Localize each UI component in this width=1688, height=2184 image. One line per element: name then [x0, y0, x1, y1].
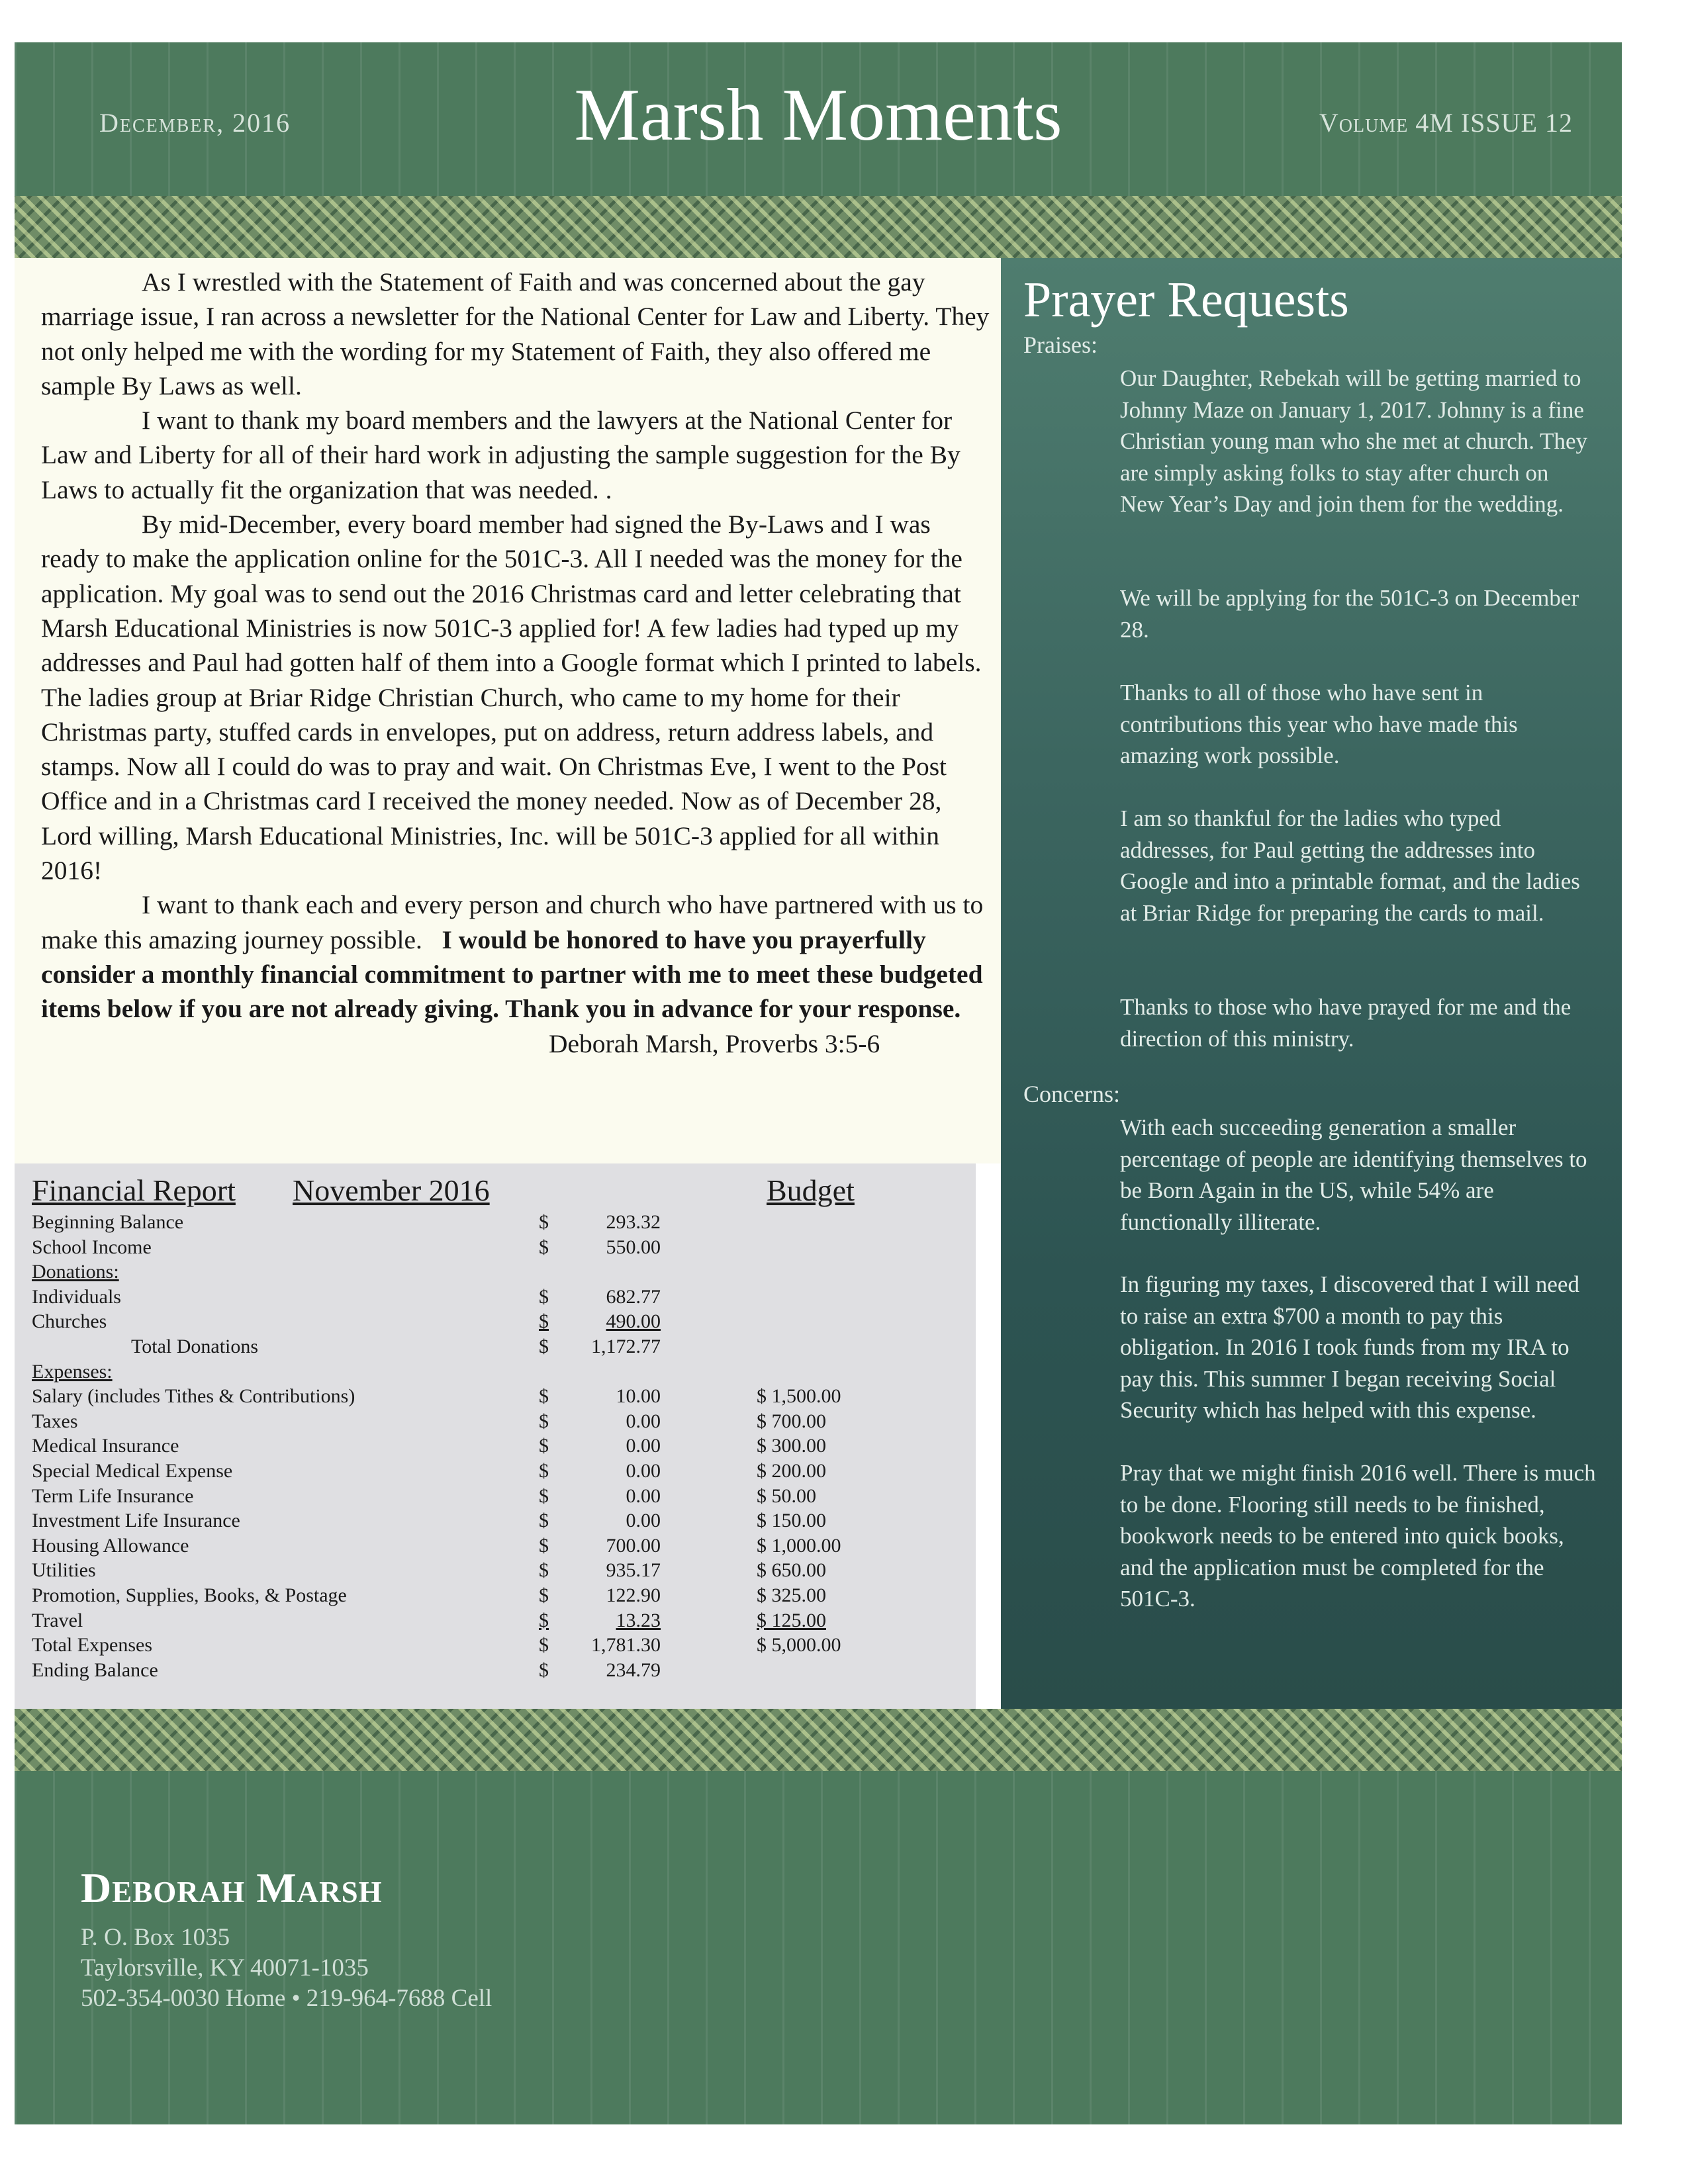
financial-report-month: November 2016: [293, 1173, 490, 1207]
letter-panel: [15, 258, 1001, 1163]
row-label: Special Medical Expense: [32, 1459, 233, 1482]
letter-appeal: I would be honored to have you prayerfully consider a monthly financial commitment to partner with me to meet these budgeted items below if you are not already giving. Thank you in advance for your response.: [41, 925, 983, 1024]
row-budget: $ 125.00: [757, 1609, 826, 1631]
row-amount: 550.00: [606, 1236, 661, 1258]
row-label: Ending Balance: [32, 1659, 158, 1681]
row-label: School Income: [32, 1236, 152, 1258]
row-dollar-sign: $: [539, 1211, 549, 1233]
row-budget: $ 50.00: [757, 1484, 816, 1507]
row-dollar-sign: $: [539, 1236, 549, 1258]
financial-report: [15, 1163, 976, 1709]
masthead: [15, 42, 1622, 196]
financial-report-title: Financial Report: [32, 1173, 236, 1207]
row-label: Investment Life Insurance: [32, 1510, 240, 1532]
row-amount: 13.23: [616, 1609, 661, 1631]
row-budget: $ 300.00: [757, 1435, 826, 1457]
financial-row: [32, 1261, 959, 1286]
row-amount: 0.00: [626, 1459, 661, 1482]
concern-item: In figuring my taxes, I discovered that I will need to raise an extra $700 a month to pay this obligation. In 2016 I took funds from my IRA to pay this. This summer I began receiving Social Security which has helped with this expense.: [1120, 1271, 1579, 1423]
financial-row: [32, 1385, 959, 1410]
row-dollar-sign: $: [539, 1609, 549, 1631]
row-budget: $ 200.00: [757, 1459, 826, 1482]
row-amount: 10.00: [616, 1385, 661, 1408]
row-label: Expenses:: [32, 1360, 113, 1383]
letter-paragraph-4: [41, 887, 994, 1026]
financial-rows: [32, 1211, 959, 1684]
contact-name: Deborah Marsh: [81, 1864, 383, 1911]
newsletter-title: Marsh Moments: [574, 74, 1062, 156]
row-budget: $ 650.00: [757, 1559, 826, 1582]
row-dollar-sign: $: [539, 1659, 549, 1681]
address-line-1: P. O. Box 1035: [81, 1924, 230, 1951]
financial-row: [32, 1535, 959, 1560]
row-dollar-sign: $: [539, 1484, 549, 1507]
praise-item: I am so thankful for the ladies who typed addresses, for Paul getting the addresses into Google and into a printable format, and the ladies at Briar Ridge for preparing the cards to mail.: [1120, 805, 1580, 926]
issue-date: December, 2016: [99, 108, 291, 138]
row-amount: 0.00: [626, 1484, 661, 1507]
decorative-band-bottom: [15, 1709, 1622, 1771]
concerns-label: Concerns:: [1023, 1081, 1120, 1107]
row-amount: 0.00: [626, 1435, 661, 1457]
financial-row: [32, 1310, 959, 1336]
issue-volume: Volume 4M ISSUE 12: [1319, 108, 1573, 138]
row-dollar-sign: $: [539, 1584, 549, 1606]
financial-row: [32, 1659, 959, 1684]
row-label: Donations:: [32, 1261, 119, 1283]
row-dollar-sign: $: [539, 1559, 549, 1582]
financial-row: [32, 1336, 959, 1361]
financial-row: [32, 1610, 959, 1635]
row-dollar-sign: $: [539, 1285, 549, 1308]
row-dollar-sign: $: [539, 1534, 549, 1557]
row-label: Salary (includes Tithes & Contributions): [32, 1385, 355, 1408]
row-label: Total Donations: [131, 1335, 259, 1357]
row-label: Housing Allowance: [32, 1534, 189, 1557]
row-label: Taxes: [32, 1410, 78, 1432]
row-label: Churches: [32, 1310, 107, 1333]
row-amount: 0.00: [626, 1410, 661, 1432]
row-amount: 1,172.77: [591, 1335, 661, 1357]
row-amount: 293.32: [606, 1211, 661, 1233]
row-amount: 122.90: [606, 1584, 661, 1606]
praise-item: Our Daughter, Rebekah will be getting married to Johnny Maze on January 1, 2017. Johnny is a fine Christian young man who she met at church. They are simply asking folks to stay after church on New Year’s Day and join them for the wedding.: [1120, 365, 1588, 517]
budget-header: Budget: [767, 1173, 855, 1207]
row-budget: $ 325.00: [757, 1584, 826, 1606]
row-amount: 700.00: [606, 1534, 661, 1557]
letter-thanks: I want to thank each and every person and church who have partnered with us to make this amazing journey possible.: [41, 890, 984, 954]
row-dollar-sign: $: [539, 1510, 549, 1532]
praise-item: Thanks to those who have prayed for me and the direction of this ministry.: [1120, 994, 1571, 1052]
letter-paragraph-3: By mid-December, every board member had signed the By-Laws and I was ready to make the application online for the 501C-3. All I needed was the money for the application. My goal was to send out the 2016 Christmas card and letter celebrating that Marsh Educational Ministries is now 501C-3 applied for! A few ladies had typed up my addresses and Paul had gotten half of them into a Google format which I printed to labels. The ladies group at Briar Ridge Christian Church, who came to my home for their Christmas party, stuffed cards in envelopes, put on address, return address labels, and stamps. Now all I could do was to pray and wait. On Christmas Eve, I went to the Post Office and in a Christmas card I received the money needed. Now as of December 28, Lord willing, Marsh Educational Ministries, Inc. will be 501C-3 applied for all within 2016!: [41, 510, 982, 886]
row-label: Medical Insurance: [32, 1435, 179, 1457]
row-budget: $ 1,000.00: [757, 1534, 841, 1557]
row-amount: 490.00: [606, 1310, 661, 1333]
letter-body: [41, 265, 994, 1061]
row-amount: 935.17: [606, 1559, 661, 1582]
decorative-band-top: [15, 196, 1622, 258]
row-amount: 1,781.30: [591, 1634, 661, 1657]
praise-item: Thanks to all of those who have sent in contributions this year who have made this amazing work possible.: [1120, 680, 1518, 768]
row-dollar-sign: $: [539, 1634, 549, 1657]
row-budget: $ 150.00: [757, 1510, 826, 1532]
letter-paragraph-1: As I wrestled with the Statement of Faith and was concerned about the gay marriage issue, I ran across a newsletter for the National Center for Law and Liberty. They not only helped me with the wording for my Statement of Faith, they also offered me sample By Laws as well.: [41, 267, 990, 400]
financial-row: [32, 1559, 959, 1584]
row-label: Utilities: [32, 1559, 96, 1582]
address-line-2: Taylorsville, KY 40071-1035: [81, 1954, 369, 1981]
row-label: Promotion, Supplies, Books, & Postage: [32, 1584, 347, 1606]
row-label: Term Life Insurance: [32, 1484, 194, 1507]
row-budget: $ 700.00: [757, 1410, 826, 1432]
concern-item: With each succeeding generation a smaller percentage of people are identifying themselves to be Born Again in the US, while 54% are functionally illiterate.: [1120, 1115, 1587, 1235]
prayer-requests-title: Prayer Requests: [1023, 272, 1349, 328]
concern-item: Pray that we might finish 2016 well. There is much to be done. Flooring still needs to be finished, bookwork needs to be entered into quick books, and the application must be completed for the 501C-3.: [1120, 1460, 1596, 1612]
row-label: Individuals: [32, 1285, 121, 1308]
row-dollar-sign: $: [539, 1385, 549, 1408]
row-amount: 234.79: [606, 1659, 661, 1681]
row-dollar-sign: $: [539, 1310, 549, 1333]
row-budget: $ 5,000.00: [757, 1634, 841, 1657]
praise-item: We will be applying for the 501C-3 on December 28.: [1120, 585, 1579, 643]
phone-numbers: 502-354-0030 Home • 219-964-7688 Cell: [81, 1985, 492, 2012]
letter-paragraph-2: I want to thank my board members and the lawyers at the National Center for Law and Liberty for all of their hard work in adjusting the sample suggestion for the By Laws to actually fit the organization that was needed. .: [41, 406, 961, 504]
row-amount: 682.77: [606, 1285, 661, 1308]
financial-row: [32, 1634, 959, 1659]
financial-row: [32, 1211, 959, 1236]
financial-row: [32, 1485, 959, 1510]
financial-row: [32, 1236, 959, 1261]
prayer-requests-panel: [1001, 258, 1622, 1709]
row-label: Total Expenses: [32, 1634, 153, 1657]
row-amount: 0.00: [626, 1510, 661, 1532]
financial-row: [32, 1460, 959, 1485]
row-dollar-sign: $: [539, 1459, 549, 1482]
letter-signature: Deborah Marsh, Proverbs 3:5-6: [549, 1028, 880, 1058]
financial-row: [32, 1510, 959, 1535]
financial-row: [32, 1286, 959, 1311]
row-label: Beginning Balance: [32, 1211, 184, 1233]
row-dollar-sign: $: [539, 1335, 549, 1357]
row-budget: $ 1,500.00: [757, 1385, 841, 1408]
praises-label: Praises:: [1023, 332, 1098, 358]
financial-row: [32, 1435, 959, 1460]
footer: [15, 1771, 1622, 2124]
row-dollar-sign: $: [539, 1410, 549, 1432]
row-label: Travel: [32, 1609, 83, 1631]
row-dollar-sign: $: [539, 1435, 549, 1457]
financial-row: [32, 1361, 959, 1386]
financial-row: [32, 1584, 959, 1610]
financial-row: [32, 1410, 959, 1435]
